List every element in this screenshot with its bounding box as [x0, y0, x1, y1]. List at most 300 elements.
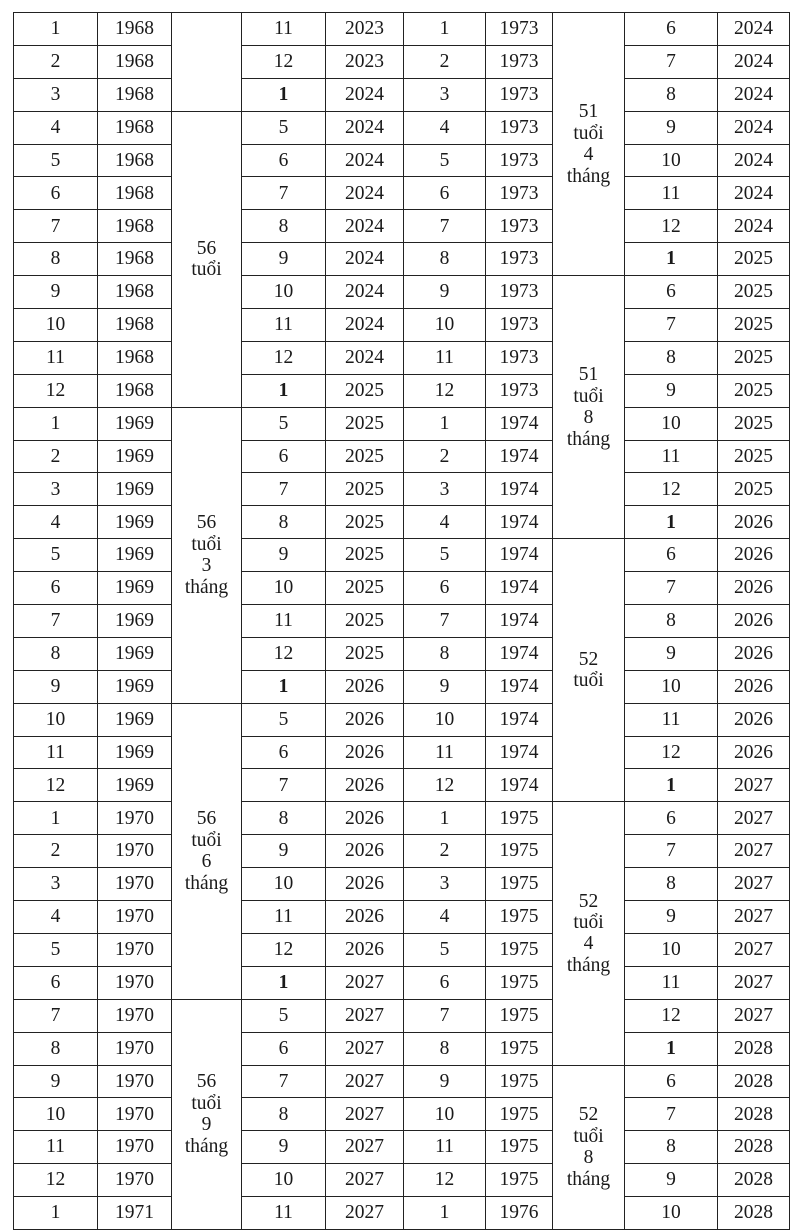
- birth-month-cell: 10: [14, 703, 98, 736]
- age-group-line: tuổi: [573, 385, 604, 407]
- birth-month-cell: 3: [14, 78, 98, 111]
- birth-month-cell: 2: [14, 440, 98, 473]
- retirement-year-cell: 2026: [718, 637, 790, 670]
- birth-month-cell: 4: [404, 111, 486, 144]
- retirement-year-cell: 2025: [326, 506, 404, 539]
- birth-year-cell: 1974: [486, 637, 553, 670]
- birth-month-cell: 7: [404, 999, 486, 1032]
- birth-year-cell: 1973: [486, 210, 553, 243]
- birth-month-cell: 8: [14, 637, 98, 670]
- table-row: [14, 605, 790, 638]
- birth-year-cell: 1974: [486, 572, 553, 605]
- retirement-year-cell: 2026: [718, 506, 790, 539]
- table-row: [14, 1065, 790, 1098]
- retirement-month-cell: 8: [625, 605, 718, 638]
- retirement-month-cell: 6: [625, 802, 718, 835]
- birth-year-cell: 1975: [486, 1065, 553, 1098]
- retirement-month-cell: 6: [625, 13, 718, 46]
- birth-year-cell: 1970: [98, 868, 172, 901]
- birth-month-cell: 10: [404, 703, 486, 736]
- table-row: [14, 670, 790, 703]
- retirement-year-cell: 2025: [718, 276, 790, 309]
- age-group-line: 4: [583, 933, 594, 955]
- retirement-year-cell: 2027: [718, 999, 790, 1032]
- birth-month-cell: 7: [14, 210, 98, 243]
- retirement-year-cell: 2025: [326, 440, 404, 473]
- retirement-year-cell: 2024: [718, 13, 790, 46]
- birth-month-cell: 11: [14, 1131, 98, 1164]
- age-group-left: [172, 703, 242, 999]
- age-group-line: tháng: [566, 954, 611, 976]
- retirement-year-cell: 2027: [326, 1098, 404, 1131]
- age-group-line: tuổi: [573, 912, 604, 933]
- retirement-month-cell: 11: [242, 1197, 326, 1230]
- birth-year-cell: 1970: [98, 933, 172, 966]
- birth-year-cell: 1975: [486, 999, 553, 1032]
- retirement-year-cell: 2024: [326, 309, 404, 342]
- birth-month-cell: 1: [404, 407, 486, 440]
- retirement-month-cell: 9: [242, 835, 326, 868]
- birth-month-cell: 11: [404, 1131, 486, 1164]
- birth-month-cell: 11: [404, 341, 486, 374]
- age-group-right: [553, 13, 625, 276]
- birth-year-cell: 1968: [98, 177, 172, 210]
- birth-year-cell: 1975: [486, 868, 553, 901]
- retirement-month-cell: 5: [242, 111, 326, 144]
- birth-month-cell: 4: [14, 506, 98, 539]
- retirement-month-cell: 12: [242, 933, 326, 966]
- birth-year-cell: 1973: [486, 13, 553, 46]
- birth-year-cell: 1974: [486, 703, 553, 736]
- birth-month-cell: 3: [14, 868, 98, 901]
- birth-year-cell: 1973: [486, 341, 553, 374]
- retirement-year-cell: 2025: [718, 440, 790, 473]
- retirement-month-cell: 1: [242, 374, 326, 407]
- retirement-month-cell: 11: [625, 703, 718, 736]
- retirement-year-cell: 2027: [718, 901, 790, 934]
- table-row: [14, 1164, 790, 1197]
- age-group-line: 52: [578, 890, 599, 912]
- retirement-year-cell: 2027: [718, 802, 790, 835]
- age-group-line: 56: [196, 808, 217, 830]
- birth-month-cell: 9: [14, 1065, 98, 1098]
- retirement-month-cell: 6: [242, 144, 326, 177]
- birth-year-cell: 1974: [486, 769, 553, 802]
- retirement-month-cell: 6: [242, 1032, 326, 1065]
- birth-month-cell: 4: [404, 506, 486, 539]
- birth-month-cell: 4: [14, 901, 98, 934]
- retirement-month-cell: 9: [625, 637, 718, 670]
- birth-month-cell: 7: [14, 999, 98, 1032]
- retirement-month-cell: 10: [242, 868, 326, 901]
- birth-month-cell: 8: [14, 243, 98, 276]
- birth-year-cell: 1970: [98, 966, 172, 999]
- table-row: [14, 144, 790, 177]
- retirement-year-cell: 2027: [326, 999, 404, 1032]
- birth-month-cell: 12: [404, 769, 486, 802]
- birth-month-cell: 6: [14, 177, 98, 210]
- retirement-month-cell: 10: [625, 144, 718, 177]
- age-group-line: 9: [201, 1114, 212, 1136]
- table-row: [14, 966, 790, 999]
- retirement-month-cell: 1: [242, 78, 326, 111]
- table-row: [14, 1098, 790, 1131]
- retirement-year-cell: 2023: [326, 45, 404, 78]
- birth-year-cell: 1975: [486, 966, 553, 999]
- retirement-year-cell: 2025: [326, 473, 404, 506]
- retirement-year-cell: 2026: [718, 572, 790, 605]
- birth-month-cell: 10: [14, 1098, 98, 1131]
- retirement-age-table: [13, 12, 790, 1230]
- retirement-month-cell: 1: [625, 506, 718, 539]
- retirement-month-cell: 12: [625, 999, 718, 1032]
- retirement-year-cell: 2027: [718, 966, 790, 999]
- retirement-month-cell: 12: [625, 473, 718, 506]
- retirement-month-cell: 7: [242, 473, 326, 506]
- birth-year-cell: 1973: [486, 45, 553, 78]
- table-row: [14, 45, 790, 78]
- birth-year-cell: 1969: [98, 407, 172, 440]
- retirement-month-cell: 1: [625, 1032, 718, 1065]
- retirement-year-cell: 2025: [718, 341, 790, 374]
- birth-year-cell: 1969: [98, 440, 172, 473]
- birth-month-cell: 5: [404, 144, 486, 177]
- birth-month-cell: 5: [14, 933, 98, 966]
- retirement-year-cell: 2028: [718, 1098, 790, 1131]
- table-row: [14, 933, 790, 966]
- retirement-year-cell: 2024: [718, 45, 790, 78]
- retirement-year-cell: 2025: [326, 374, 404, 407]
- age-group-line: tháng: [566, 428, 611, 450]
- birth-year-cell: 1974: [486, 670, 553, 703]
- retirement-month-cell: 7: [625, 1098, 718, 1131]
- retirement-month-cell: 8: [242, 802, 326, 835]
- birth-year-cell: 1969: [98, 506, 172, 539]
- retirement-year-cell: 2025: [718, 374, 790, 407]
- retirement-year-cell: 2025: [718, 243, 790, 276]
- retirement-year-cell: 2025: [718, 309, 790, 342]
- retirement-year-cell: 2026: [718, 703, 790, 736]
- birth-month-cell: 9: [14, 276, 98, 309]
- age-group-right: [553, 539, 625, 802]
- birth-year-cell: 1969: [98, 572, 172, 605]
- retirement-month-cell: 8: [625, 78, 718, 111]
- birth-year-cell: 1975: [486, 1098, 553, 1131]
- birth-month-cell: 1: [14, 802, 98, 835]
- birth-month-cell: 3: [404, 868, 486, 901]
- retirement-year-cell: 2026: [326, 769, 404, 802]
- birth-year-cell: 1970: [98, 1032, 172, 1065]
- retirement-year-cell: 2026: [326, 868, 404, 901]
- retirement-month-cell: 6: [625, 1065, 718, 1098]
- retirement-year-cell: 2028: [718, 1065, 790, 1098]
- retirement-month-cell: 7: [625, 45, 718, 78]
- retirement-year-cell: 2026: [326, 933, 404, 966]
- age-group-line: tuổi: [191, 1092, 222, 1114]
- retirement-year-cell: 2024: [718, 78, 790, 111]
- birth-year-cell: 1968: [98, 210, 172, 243]
- retirement-month-cell: 10: [625, 933, 718, 966]
- retirement-year-cell: 2024: [718, 111, 790, 144]
- retirement-month-cell: 6: [242, 736, 326, 769]
- age-group-line: tháng: [184, 576, 229, 598]
- birth-month-cell: 12: [404, 374, 486, 407]
- birth-month-cell: 9: [14, 670, 98, 703]
- birth-month-cell: 3: [404, 473, 486, 506]
- retirement-year-cell: 2027: [326, 1197, 404, 1230]
- retirement-month-cell: 9: [242, 539, 326, 572]
- retirement-month-cell: 6: [242, 440, 326, 473]
- birth-year-cell: 1970: [98, 835, 172, 868]
- retirement-month-cell: 12: [242, 45, 326, 78]
- birth-month-cell: 1: [14, 1197, 98, 1230]
- birth-month-cell: 11: [14, 341, 98, 374]
- birth-year-cell: 1975: [486, 1131, 553, 1164]
- table-row: [14, 13, 790, 46]
- birth-month-cell: 10: [404, 309, 486, 342]
- retirement-month-cell: 7: [242, 1065, 326, 1098]
- birth-month-cell: 5: [14, 144, 98, 177]
- birth-month-cell: 9: [404, 670, 486, 703]
- age-group-line: tháng: [184, 1135, 229, 1157]
- retirement-year-cell: 2024: [326, 177, 404, 210]
- age-group-line: tuổi: [191, 829, 222, 851]
- birth-month-cell: 11: [404, 736, 486, 769]
- retirement-year-cell: 2026: [326, 835, 404, 868]
- retirement-month-cell: 8: [242, 1098, 326, 1131]
- retirement-month-cell: 11: [242, 901, 326, 934]
- birth-year-cell: 1968: [98, 276, 172, 309]
- birth-month-cell: 2: [404, 835, 486, 868]
- retirement-month-cell: 5: [242, 407, 326, 440]
- retirement-year-cell: 2024: [718, 144, 790, 177]
- retirement-month-cell: 8: [242, 210, 326, 243]
- retirement-year-cell: 2028: [718, 1197, 790, 1230]
- retirement-month-cell: 6: [625, 539, 718, 572]
- table-row: [14, 539, 790, 572]
- age-group-line: tháng: [566, 165, 611, 187]
- retirement-year-cell: 2024: [718, 210, 790, 243]
- birth-year-cell: 1973: [486, 276, 553, 309]
- birth-year-cell: 1968: [98, 45, 172, 78]
- retirement-month-cell: 10: [625, 670, 718, 703]
- table-row: [14, 407, 790, 440]
- table-row: [14, 835, 790, 868]
- retirement-year-cell: 2026: [326, 670, 404, 703]
- birth-year-cell: 1973: [486, 309, 553, 342]
- retirement-year-cell: 2026: [326, 802, 404, 835]
- retirement-year-cell: 2027: [326, 1065, 404, 1098]
- birth-year-cell: 1968: [98, 144, 172, 177]
- retirement-month-cell: 5: [242, 999, 326, 1032]
- birth-year-cell: 1975: [486, 933, 553, 966]
- birth-year-cell: 1975: [486, 1032, 553, 1065]
- retirement-year-cell: 2027: [326, 966, 404, 999]
- retirement-month-cell: 12: [242, 341, 326, 374]
- retirement-month-cell: 9: [625, 901, 718, 934]
- birth-month-cell: 5: [404, 539, 486, 572]
- retirement-year-cell: 2026: [718, 736, 790, 769]
- table-row: [14, 473, 790, 506]
- birth-month-cell: 1: [14, 13, 98, 46]
- table-row: [14, 572, 790, 605]
- birth-month-cell: 4: [14, 111, 98, 144]
- birth-month-cell: 1: [404, 13, 486, 46]
- birth-year-cell: 1975: [486, 901, 553, 934]
- retirement-year-cell: 2028: [718, 1131, 790, 1164]
- retirement-year-cell: 2024: [326, 341, 404, 374]
- retirement-month-cell: 8: [625, 341, 718, 374]
- retirement-month-cell: 9: [625, 111, 718, 144]
- table-row: [14, 276, 790, 309]
- birth-month-cell: 2: [14, 835, 98, 868]
- retirement-month-cell: 9: [625, 374, 718, 407]
- birth-year-cell: 1974: [486, 506, 553, 539]
- table-row: [14, 309, 790, 342]
- retirement-month-cell: 11: [625, 440, 718, 473]
- retirement-month-cell: 10: [625, 407, 718, 440]
- age-group-right: [553, 276, 625, 539]
- birth-month-cell: 3: [14, 473, 98, 506]
- retirement-year-cell: 2025: [326, 637, 404, 670]
- birth-month-cell: 2: [14, 45, 98, 78]
- age-group-left: [172, 13, 242, 112]
- birth-year-cell: 1969: [98, 736, 172, 769]
- birth-year-cell: 1975: [486, 835, 553, 868]
- birth-year-cell: 1969: [98, 670, 172, 703]
- retirement-year-cell: 2026: [718, 670, 790, 703]
- retirement-month-cell: 7: [625, 572, 718, 605]
- birth-year-cell: 1973: [486, 144, 553, 177]
- retirement-year-cell: 2028: [718, 1032, 790, 1065]
- retirement-year-cell: 2024: [326, 144, 404, 177]
- retirement-month-cell: 11: [625, 177, 718, 210]
- table-row: [14, 177, 790, 210]
- table-row: [14, 637, 790, 670]
- table-row: [14, 901, 790, 934]
- birth-month-cell: 12: [14, 374, 98, 407]
- retirement-month-cell: 12: [625, 736, 718, 769]
- retirement-year-cell: 2026: [326, 703, 404, 736]
- retirement-month-cell: 10: [625, 1197, 718, 1230]
- retirement-month-cell: 12: [625, 210, 718, 243]
- birth-month-cell: 9: [404, 276, 486, 309]
- birth-year-cell: 1973: [486, 177, 553, 210]
- retirement-year-cell: 2023: [326, 13, 404, 46]
- retirement-year-cell: 2024: [326, 276, 404, 309]
- birth-month-cell: 8: [14, 1032, 98, 1065]
- retirement-year-cell: 2027: [718, 835, 790, 868]
- table-row: [14, 111, 790, 144]
- age-group-line: tháng: [184, 872, 229, 894]
- retirement-month-cell: 7: [625, 835, 718, 868]
- age-group-line: 56: [196, 1071, 217, 1093]
- retirement-month-cell: 10: [242, 276, 326, 309]
- birth-month-cell: 2: [404, 440, 486, 473]
- birth-year-cell: 1970: [98, 802, 172, 835]
- birth-month-cell: 8: [404, 243, 486, 276]
- retirement-year-cell: 2025: [718, 407, 790, 440]
- retirement-year-cell: 2025: [326, 605, 404, 638]
- age-group-line: 51: [578, 101, 599, 123]
- retirement-year-cell: 2025: [326, 539, 404, 572]
- birth-year-cell: 1974: [486, 440, 553, 473]
- age-group-line: tuổi: [573, 122, 604, 144]
- birth-year-cell: 1973: [486, 243, 553, 276]
- birth-month-cell: 12: [14, 1164, 98, 1197]
- birth-month-cell: 11: [14, 736, 98, 769]
- birth-year-cell: 1968: [98, 111, 172, 144]
- birth-month-cell: 6: [14, 966, 98, 999]
- birth-year-cell: 1968: [98, 374, 172, 407]
- retirement-year-cell: 2025: [326, 572, 404, 605]
- age-group-line: tuổi: [573, 670, 604, 692]
- birth-year-cell: 1970: [98, 901, 172, 934]
- retirement-month-cell: 9: [242, 1131, 326, 1164]
- retirement-month-cell: 7: [242, 177, 326, 210]
- table-row: [14, 769, 790, 802]
- birth-year-cell: 1974: [486, 736, 553, 769]
- retirement-month-cell: 7: [242, 769, 326, 802]
- age-group-line: tháng: [566, 1168, 611, 1190]
- table-row: [14, 506, 790, 539]
- birth-month-cell: 6: [404, 177, 486, 210]
- table-row: [14, 703, 790, 736]
- retirement-year-cell: 2025: [718, 473, 790, 506]
- age-group-line: 52: [578, 1104, 599, 1126]
- retirement-year-cell: 2024: [718, 177, 790, 210]
- age-group-line: tuổi: [191, 533, 222, 555]
- birth-year-cell: 1969: [98, 769, 172, 802]
- birth-month-cell: 2: [404, 45, 486, 78]
- retirement-year-cell: 2027: [718, 933, 790, 966]
- age-group-line: 51: [578, 364, 599, 386]
- birth-year-cell: 1968: [98, 341, 172, 374]
- birth-year-cell: 1969: [98, 637, 172, 670]
- retirement-year-cell: 2027: [718, 868, 790, 901]
- table-row: [14, 868, 790, 901]
- birth-month-cell: 7: [14, 605, 98, 638]
- table-body: [14, 13, 790, 1230]
- birth-year-cell: 1974: [486, 605, 553, 638]
- retirement-month-cell: 12: [242, 637, 326, 670]
- retirement-month-cell: 6: [625, 276, 718, 309]
- retirement-month-cell: 10: [242, 1164, 326, 1197]
- table-row: [14, 78, 790, 111]
- age-group-line: tuổi: [191, 259, 222, 281]
- retirement-month-cell: 11: [625, 966, 718, 999]
- retirement-month-cell: 9: [625, 1164, 718, 1197]
- birth-year-cell: 1968: [98, 13, 172, 46]
- birth-year-cell: 1968: [98, 78, 172, 111]
- retirement-month-cell: 11: [242, 13, 326, 46]
- birth-year-cell: 1969: [98, 703, 172, 736]
- age-group-left: [172, 999, 242, 1229]
- table-row: [14, 1032, 790, 1065]
- birth-year-cell: 1969: [98, 539, 172, 572]
- retirement-year-cell: 2024: [326, 243, 404, 276]
- retirement-month-cell: 11: [242, 309, 326, 342]
- age-group-line: 4: [583, 144, 594, 166]
- table-row: [14, 1131, 790, 1164]
- table-row: [14, 440, 790, 473]
- retirement-month-cell: 1: [625, 243, 718, 276]
- birth-year-cell: 1969: [98, 605, 172, 638]
- age-group-line: 8: [583, 1147, 594, 1169]
- birth-year-cell: 1968: [98, 243, 172, 276]
- age-group-line: 8: [583, 407, 594, 429]
- birth-month-cell: 6: [14, 572, 98, 605]
